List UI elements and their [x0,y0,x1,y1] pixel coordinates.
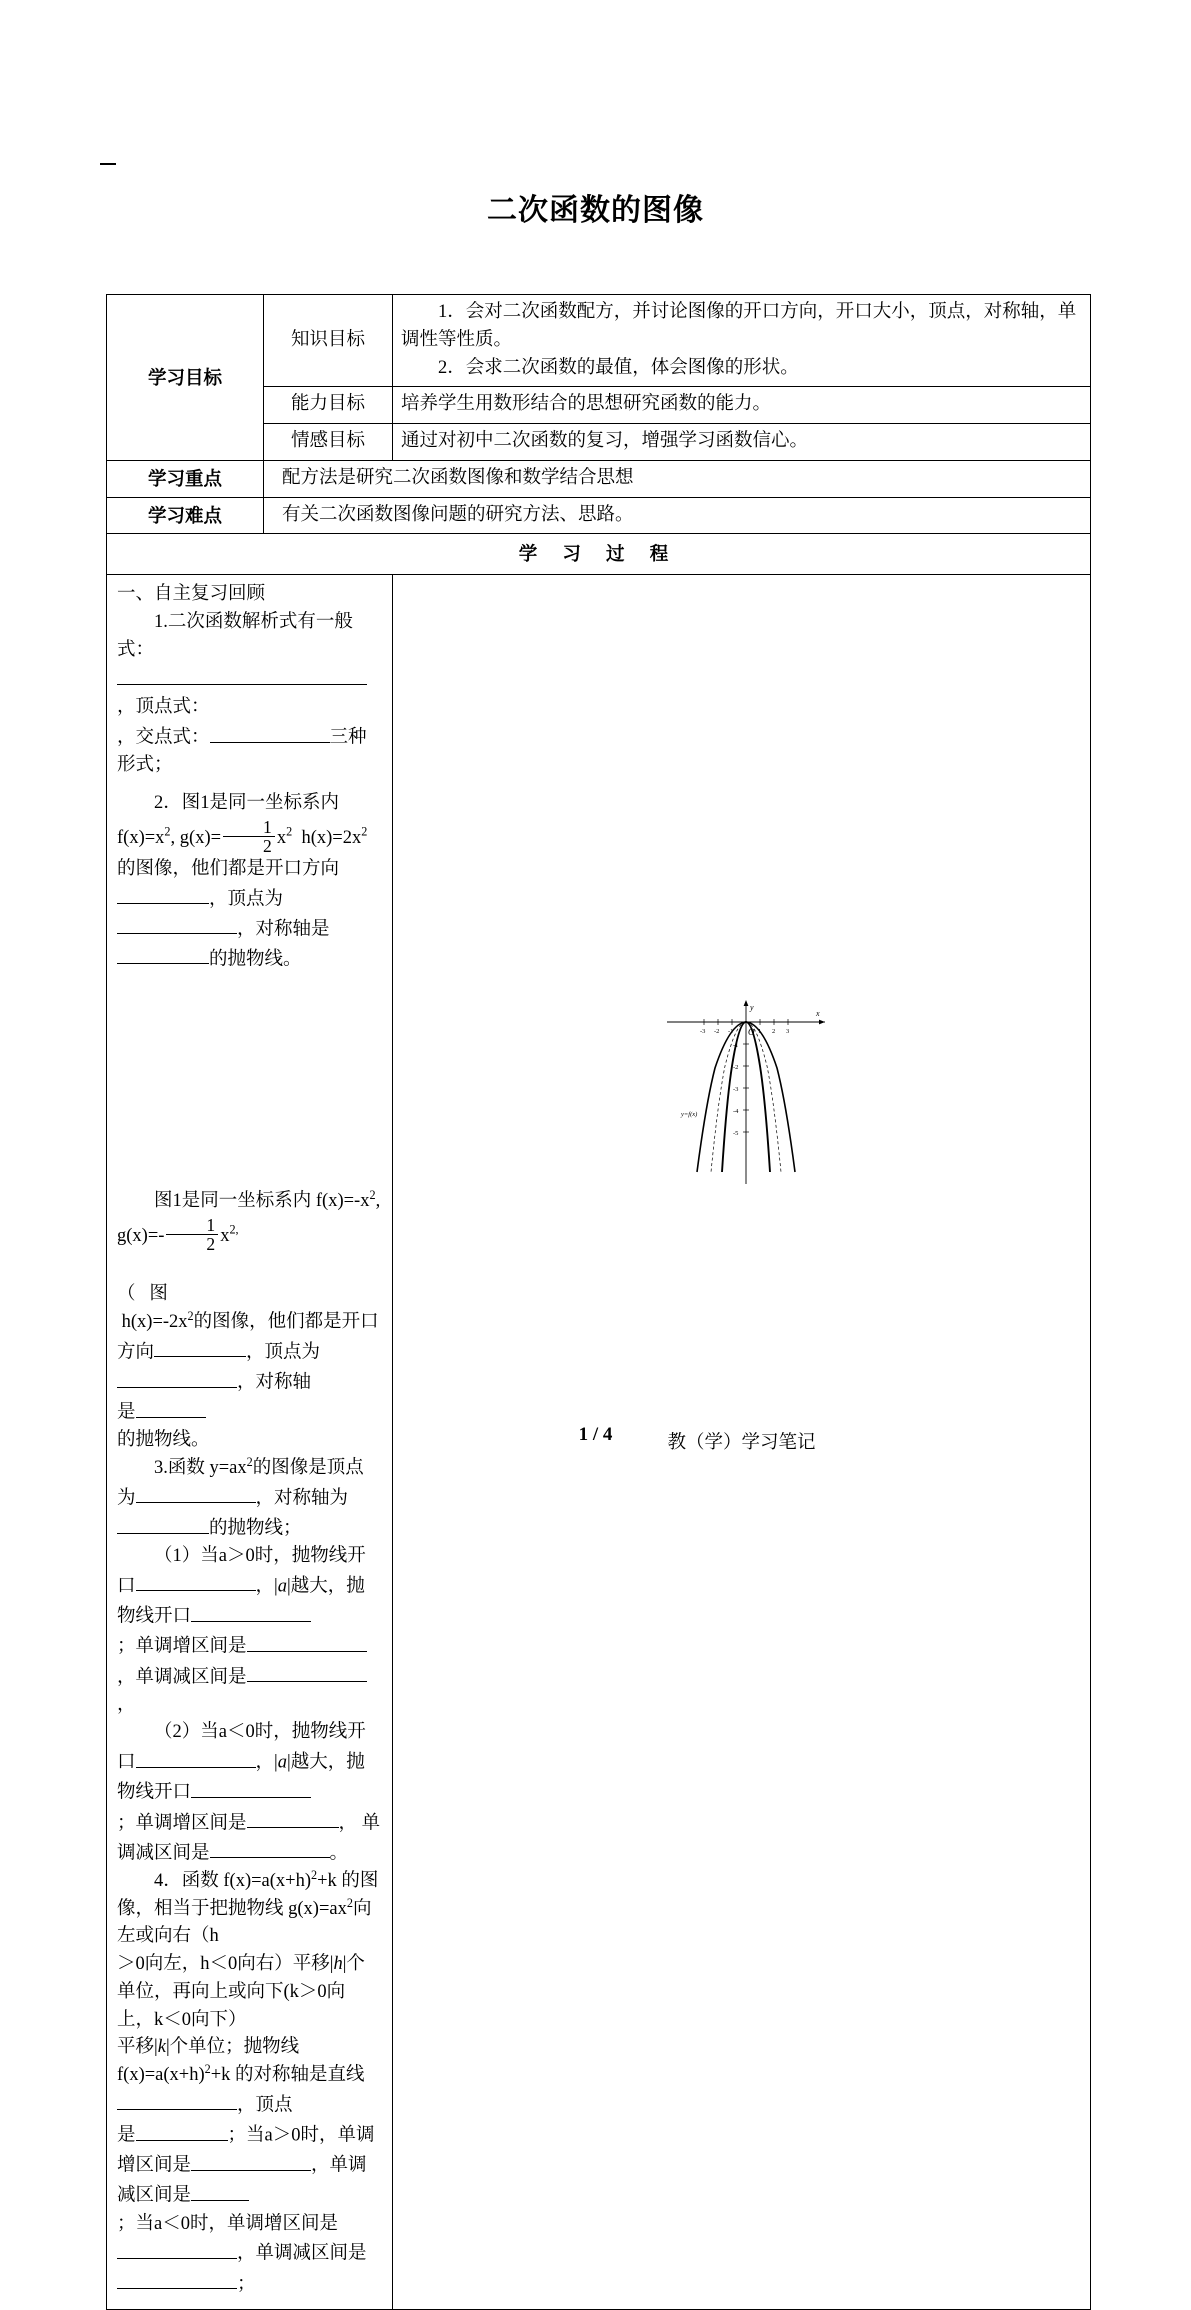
fraction-numerator: 1 [223,818,275,837]
item2b-line2-mid: 的图像，他们都是开口方向 [117,1312,379,1363]
item3-tail: 的抛物线； [209,1518,302,1539]
item-1-line2 [117,722,382,780]
item2b-blank-2[interactable] [117,1367,237,1387]
item4-exp-2: 2 [346,1895,353,1910]
item3-sub2-var: a [277,1752,287,1773]
item3-blank-2[interactable] [117,1513,209,1533]
item3-sub1-blank-2[interactable] [191,1601,311,1621]
item1-mid2: ，交点式： [117,727,210,748]
item2b-blank-3[interactable] [136,1397,206,1417]
item-2b-line3 [117,1397,382,1427]
item4-l5b: ，单调减区间是 [237,2243,367,2264]
item2b-blank-1[interactable] [154,1337,246,1357]
item3-sub1-line2-tail: ， [117,1694,136,1715]
item2-exp-2: 2 [286,824,293,839]
item3-sub2-blank-2[interactable] [191,1777,311,1797]
item4-blank-6[interactable] [117,2269,237,2289]
table-row-process-header [107,534,1091,575]
item1-blank-2[interactable] [210,722,330,742]
item2b-line2-lead: h(x)=-2x [121,1312,188,1333]
process-header: 学 习 过 程 [107,534,1091,575]
item3-sub1-mid2: |越大，抛物线开口 [117,1576,365,1627]
item2-g-label: , g(x)= [170,827,222,848]
x-axis-label: x [816,1009,820,1019]
item4-l5a: ；当a＜0时，单调增区间是 [117,2213,338,2234]
item1-blank-1[interactable] [117,664,367,684]
item-3-sub-1-line2 [117,1631,382,1719]
top-dash-mark [100,163,116,165]
item-4-line1 [117,1868,382,1951]
item3-sub1-blank-3[interactable] [247,1631,367,1651]
spacer [117,780,382,790]
item2b-exp-2: 2, [229,1222,239,1237]
item4-l4c: ，单调减区间是 [117,2155,367,2206]
fraction-denominator-2: 2 [206,1234,216,1255]
item4-l3c: +k 的对称轴是直线 [210,2065,365,2086]
item4-l4a: 是 [117,2125,136,2146]
item3-sub1-lead: （1）当a＞0时，抛物线开口 [117,1546,366,1597]
difficult-point-value: 有关二次函数图像问题的研究方法、思路。 [264,497,1091,534]
item4-l4b: ；当a＞0时，单调增区间是 [117,2125,375,2176]
item2-blank-1[interactable] [117,884,209,904]
item2b-g-label: , g(x)=- [117,1191,381,1246]
item3-sub2-mid2: |越大，抛物线开口 [117,1752,365,1803]
item4-l2a: ＞0向左，h＜0向右）平移| [117,1954,334,1975]
item2-tail3: ，对称轴是 [237,919,330,940]
item3-sub2-line2-tail: 。 [329,1843,349,1864]
item3-sub1-line2-mid: ，单调减区间是 [117,1666,247,1687]
lesson-plan-table [106,294,1091,2310]
curve-g-left [697,1022,746,1172]
item-2 [117,790,382,883]
item4-l2b: |个单位，再向上或向下(k＞0向上，k＜0向下） [117,1954,365,2030]
curve-label-y-f-x: y=f(x) [681,1111,698,1119]
table-row-difficult-point [107,497,1091,534]
item4-blank-2[interactable] [136,2120,228,2140]
item3-sub2-line2-mid: ， 单调减区间是 [117,1812,381,1864]
item2-exp-3: 2 [361,824,368,839]
knowledge-goal-line-1: 1．会对二次函数配方，并讨论图像的开口方向，开口大小，顶点，对称轴，单调性等性质。 [401,302,1077,350]
item4-l5c: ； [237,2273,256,2294]
item2b-lead: 图1是同一坐标系内 f(x)=-x [154,1191,370,1212]
item4-exp-1: 2 [311,1867,318,1882]
item4-l3d: ，顶点 [237,2095,293,2116]
curve-g-right [746,1022,795,1172]
knowledge-goal-value [393,295,1091,387]
item3-sub2-blank-4[interactable] [210,1838,330,1858]
item4-l3var: k [157,2037,166,2058]
y-tick-label--5: -5 [733,1130,739,1138]
item2-after-frac: x [276,827,287,848]
ability-goal-label: 能力目标 [264,387,393,424]
item2-tail: 的图像，他们都是开口方向 [117,858,340,879]
item2-h-label: h(x)=2x [301,827,362,848]
item4-blank-4[interactable] [191,2180,249,2200]
y-axis-arrow [744,1000,749,1006]
y-tick-label--4: -4 [733,1108,739,1116]
y-tick-label--3: -3 [733,1086,739,1094]
knowledge-goal-line-2: 2．会求二次函数的最值，体会图像的形状。 [438,357,799,378]
section-heading: 一、自主复习回顾 [117,584,266,604]
knowledge-goal-label: 知识目标 [264,295,393,387]
item4-blank-1[interactable] [117,2090,237,2110]
item3-sub1-mid: ，| [255,1576,278,1597]
fraction-one-half-neg [166,1216,218,1254]
key-point-value: 配方法是研究二次函数图像和数学结合思想 [264,460,1091,497]
item4-l1a: 4．函数 f(x)=a(x+h) [154,1870,312,1891]
item1-prefix: 1.二次函数解析式有一般式： [117,611,353,660]
item2b-paren-mark: （ [117,1284,136,1305]
figure-area [117,988,820,1188]
table-row-key-point [107,460,1091,497]
item3-sub2-blank-3[interactable] [247,1808,339,1828]
item2-tail2: ，顶点为 [209,888,284,909]
ability-goal-value: 培养学生用数形结合的思想研究函数的能力。 [393,387,1091,424]
item-2-line2 [117,884,382,975]
item-3 [117,1455,382,1543]
item2b-line2-c: ，对称轴 [237,1372,312,1393]
item-3-sub-2-line2 [117,1808,382,1868]
item3-sub1-line2-lead: ；单调增区间是 [117,1636,247,1657]
item4-l3a: 平移| [117,2037,158,2058]
fraction-numerator-2: 1 [166,1216,218,1235]
item3-sub1-blank-4[interactable] [247,1662,367,1682]
x-tick-label-3: 3 [786,1028,790,1036]
item3-mid: 的图像是顶点为 [117,1458,364,1509]
item2b-line2-b: ，顶点为 [246,1342,321,1363]
origin-label: O [748,1027,755,1038]
item2b-exp-3: 2 [187,1309,194,1324]
item2b-after-frac: x [220,1225,230,1246]
table-row-knowledge-goal [107,295,1091,387]
item-4-line4 [117,2120,382,2211]
item3-sub1-blank-1[interactable] [136,1571,256,1591]
learning-goals-label: 学习目标 [107,295,264,461]
y-tick-label--1: -1 [733,1042,739,1050]
item3-exp: 2 [246,1455,253,1470]
item2b-line3: 是 [117,1402,136,1423]
item-2b-line2 [117,1309,382,1397]
item4-blank-3[interactable] [191,2150,311,2170]
notes-column: 教（学）学习笔记 [393,575,1091,2310]
x-tick-label-2: 2 [772,1028,776,1036]
page-number: 1 / 4 [578,1424,613,1445]
item4-exp-3: 2 [204,2062,211,2076]
item4-blank-5[interactable] [117,2238,237,2258]
item3-sub2-lead: （2）当a＜0时，抛物线开口 [117,1722,366,1773]
parabola-figure [657,988,832,1188]
item4-l1c: 向左或向右（h [117,1898,372,1947]
item2b-line4: 的抛物线。 [117,1430,210,1451]
item-2b [117,1188,382,1309]
item3-sub1-var: a [277,1576,287,1597]
x-tick-label--1: -1 [728,1028,734,1036]
item-3-sub-2 [117,1719,382,1807]
item2b-fig-word: 图 [149,1284,168,1305]
item3-mid2: ，对称轴为 [255,1488,349,1509]
item4-l1b: +k 的图像，相当于把抛物线 g(x)=ax [117,1870,379,1919]
item3-sub2-blank-1[interactable] [136,1747,256,1767]
x-axis-arrow [819,1020,825,1025]
fraction-denominator: 2 [263,836,272,857]
y-tick-label--2: -2 [733,1064,739,1072]
item2-blank-2[interactable] [117,914,237,934]
fraction-one-half [223,818,275,856]
item2-lead: 2．图1是同一坐标系内 f(x)=x [117,793,340,848]
item2-blank-3[interactable] [117,944,209,964]
item3-sub2-mid: ，| [255,1752,278,1773]
x-tick-label--2: -2 [714,1028,720,1036]
item2-exp-1: 2 [164,824,171,839]
key-point-label: 学习重点 [107,460,264,497]
item4-l2var: h [333,1954,343,1975]
item2-tail4: 的抛物线。 [209,949,302,970]
item-1 [117,609,382,722]
item3-lead: 3.函数 y=ax [154,1458,247,1479]
y-axis-label: y [750,1003,754,1013]
item-4-line2 [117,1951,382,2034]
item1-mid1: ，顶点式： [117,697,210,718]
curve-h-right [746,1022,770,1172]
item-3-sub-1 [117,1543,382,1631]
item2b-exp-1: 2 [369,1187,376,1202]
item3-sub2-line2-lead: ；单调增区间是 [117,1812,247,1833]
item-4-line5 [117,2211,382,2299]
x-tick-label--3: -3 [700,1028,706,1036]
item1-suffix: 三种形式； [117,727,367,776]
item-4-line3 [117,2034,382,2120]
item3-blank-1[interactable] [136,1483,256,1503]
emotion-goal-label: 情感目标 [264,424,393,461]
emotion-goal-value: 通过对初中二次函数的复习，增强学习函数信心。 [393,424,1091,461]
difficult-point-label: 学习难点 [107,497,264,534]
x-tick-label-1: 1 [758,1028,762,1036]
page-title: 二次函数的图像 [487,194,704,227]
item4-l3b: |个单位；抛物线 f(x)=a(x+h) [117,2037,300,2086]
